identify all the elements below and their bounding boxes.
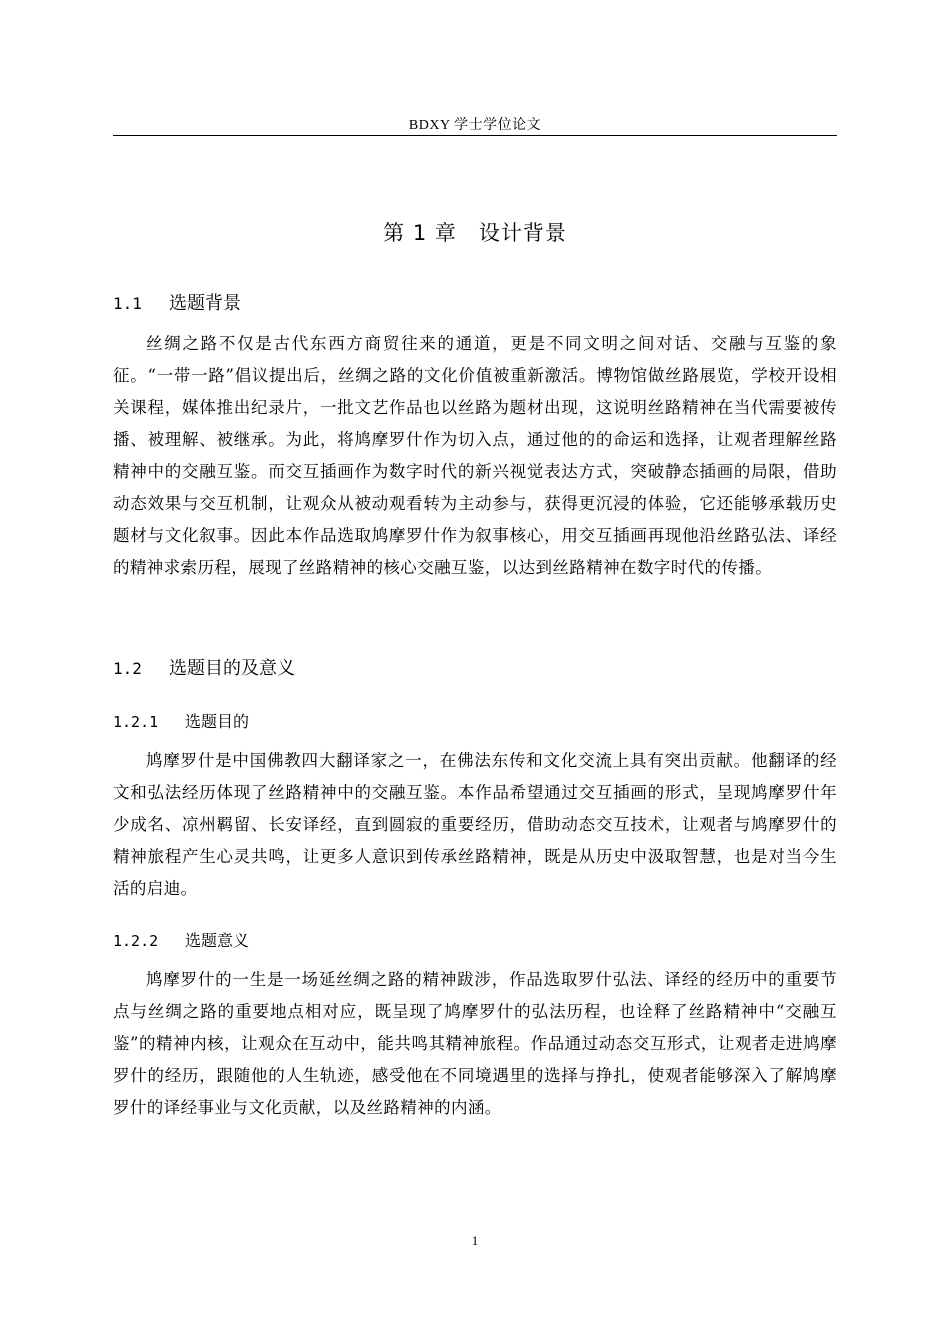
chapter-title xyxy=(113,218,837,248)
section-number: 1.1 xyxy=(113,294,142,313)
subsection-title: 选题目的 xyxy=(185,712,250,731)
subsection-number: 1.2.2 xyxy=(113,932,159,950)
chapter-number: 第 1 章 xyxy=(383,221,457,245)
subsection-heading-1-2-2 xyxy=(113,929,249,953)
subsection-number: 1.2.1 xyxy=(113,713,159,731)
paragraph-selection-significance: 鸠摩罗什的一生是一场延丝绸之路的精神跋涉，作品选取罗什弘法、译经的经历中的重要节点与丝绸之路的重要地点相对应，既呈现了鸠摩罗什的弘法历程，也诠释了丝路精神中“交融互鉴”的精神内核，让观众在互动中，能共鸣其精神旅程。作品通过动态交互形式，让观者走进鸠摩罗什的经历，跟随他的人生轨迹，感受他在不同境遇里的选择与挣扎，使观者能够深入了解鸠摩罗什的译经事业与文化贡献，以及丝路精神的内涵。 xyxy=(113,970,837,1117)
section-title: 选题目的及意义 xyxy=(169,658,295,679)
chapter-name: 设计背景 xyxy=(478,221,567,245)
section-title: 选题背景 xyxy=(169,293,241,314)
header-rule xyxy=(113,135,837,136)
section-number: 1.2 xyxy=(113,659,142,678)
page-number: 1 xyxy=(471,1233,479,1248)
paragraph-selection-background: 丝绸之路不仅是古代东西方商贸往来的通道，更是不同文明之间对话、交融与互鉴的象征。“一带一路”倡议提出后，丝绸之路的文化价值被重新激活。博物馆做丝路展览，学校开设相关课程，媒体推出纪录片，一批文艺作品也以丝路为题材出现，这说明丝路精神在当代需要被传播、被理解、被继承。为此，将鸠摩罗什作为切入点，通过他的的命运和选择，让观者理解丝路精神中的交融互鉴。而交互插画作为数字时代的新兴视觉表达方式，突破静态插画的局限，借助动态效果与交互机制，让观众从被动观看转为主动参与，获得更沉浸的体验，它还能够承载历史题材与文化叙事。因此本作品选取鸠摩罗什作为叙事核心，用交互插画再现他沿丝路弘法、译经的精神求索历程，展现了丝路精神的核心交融互鉴，以达到丝路精神在数字时代的传播。 xyxy=(113,334,837,577)
subsection-title: 选题意义 xyxy=(185,931,250,950)
subsection-heading-1-2-1 xyxy=(113,710,249,734)
section-heading-1-1 xyxy=(113,291,241,317)
section-heading-1-2 xyxy=(113,656,295,682)
running-header: BDXY 学士学位论文 xyxy=(408,118,542,133)
paragraph-selection-purpose: 鸠摩罗什是中国佛教四大翻译家之一，在佛法东传和文化交流上具有突出贡献。他翻译的经文和弘法经历体现了丝路精神中的交融互鉴。本作品希望通过交互插画的形式，呈现鸠摩罗什年少成名、凉州羁留、长安译经，直到圆寂的重要经历，借助动态交互技术，让观者与鸠摩罗什的精神旅程产生心灵共鸣，让更多人意识到传承丝路精神，既是从历史中汲取智慧，也是对当今生活的启迪。 xyxy=(113,751,837,898)
